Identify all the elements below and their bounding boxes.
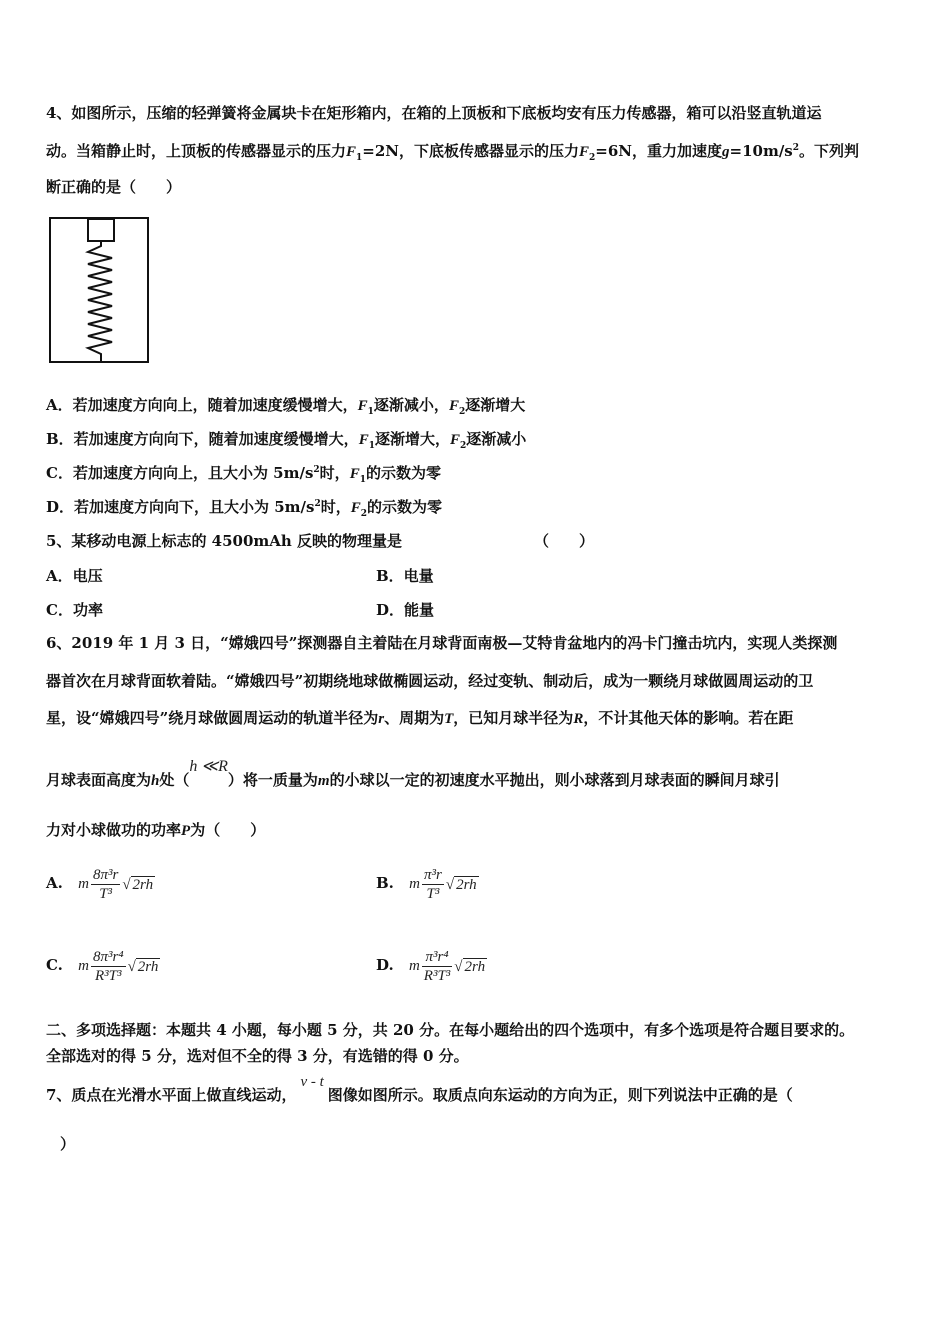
q6-stem-line2: 器首次在月球背面软着陆。“嫦娥四号”初期绕地球做椭圆运动，经过变轨、制动后，成为一颗绕月球做圆周运动的卫	[46, 672, 814, 690]
q6-stem-line1: 6、2019 年 1 月 3 日，“嫦娥四号”探测器自主着陆在月球背面南极—艾特肯盆地内的冯卡门撞击坑内，实现人类探测	[46, 634, 838, 652]
q5-options-row2	[46, 600, 906, 620]
q6-option-d: D. m $\frac{\text{π³r⁴}}{\text{R³T³}}$ √ 2rh	[376, 949, 486, 985]
q6-stem-line3: 星，设“嫦娥四号”绕月球做圆周运动的轨道半径为r、周期为T，已知月球半径为R，不计其他天体的影响。若在距	[46, 709, 794, 727]
spring	[88, 241, 112, 361]
q6-option-c: C. m $\frac{\text{8π³r⁴}}{\text{R³T³}}$ √ 2rh	[46, 949, 159, 985]
q7-stem-line1: 7、质点在光滑水平面上做直线运动，v - t图像如图所示。取质点向东运动的方向为正，则下列说法中正确的是（	[46, 1074, 793, 1104]
q6-option-a: A. m $\frac{\text{8π³r}}{\text{T³}}$ √ 2rh	[46, 867, 154, 903]
q7-stem-line2: ）	[60, 1135, 76, 1153]
q6-options-row2	[46, 940, 906, 990]
q4-option-c: C．若加速度方向向上，且大小为 $5m/s^2$时，$F_1$的示数为零	[46, 464, 441, 485]
q6-option-b: B. m $\frac{\text{π³r}}{\text{T³}}$ √ 2rh	[376, 867, 477, 903]
q4-stem-line1: 4、如图所示，压缩的轻弹簧将金属块卡在矩形箱内，在箱的上顶板和下底板均安有压力传感器，箱可以沿竖直轨道运	[46, 104, 822, 122]
section2-heading-line2: 全部选对的得 5 分，选对但不全的得 3 分，有选错的得 0 分。	[46, 1047, 469, 1065]
q6-options-row1	[46, 858, 906, 908]
metal-block	[88, 219, 114, 241]
q6-stem-line5: 力对小球做功的功率P为（ ）	[46, 821, 266, 839]
q4-option-a: A．若加速度方向向上，随着加速度缓慢增大，$F_1$逐渐减小，$F_2$逐渐增大	[46, 396, 526, 417]
q4-option-d: D．若加速度方向向下，且大小为 $5m/s^2$时，$F_2$的示数为零	[46, 498, 443, 519]
q5-stem: 5、某移动电源上标志的 4500mAh 反映的物理量是 （ ）	[46, 532, 595, 550]
q5-option-d: D．能量	[376, 601, 435, 619]
vt-graph-label: v - t	[300, 1074, 324, 1090]
q5-option-a: A．电压	[46, 567, 103, 585]
q5-option-b: B．电量	[376, 567, 434, 585]
q6-stem-line4: 月球表面高度为h处（h ≪R）将一质量为m的小球以一定的初速度水平抛出，则小球落到月球表面的瞬间月球引	[46, 758, 780, 789]
spring-box-figure	[48, 216, 152, 364]
q5-answer-paren: （ ）	[534, 532, 595, 550]
q5-options-row1	[46, 566, 906, 586]
q4-stem-line3: 断正确的是（ ）	[46, 178, 182, 196]
q5-option-c: C．功率	[46, 601, 103, 619]
section2-heading-line1: 二、多项选择题：本题共 4 小题，每小题 5 分，共 20 分。在每小题给出的四个选项中，有多个选项是符合题目要求的。	[46, 1021, 855, 1039]
condition-formula: h ≪R	[189, 758, 228, 775]
q4-stem-line2: 动。当箱静止时，上顶板的传感器显示的压力$F_1=2N$，下底板传感器显示的压力$F_2=6N$，重力加速度$g=10m/s^2$。下列判	[46, 142, 860, 163]
q4-option-b: B．若加速度方向向下，随着加速度缓慢增大，$F_1$逐渐增大，$F_2$逐渐减小	[46, 430, 527, 451]
